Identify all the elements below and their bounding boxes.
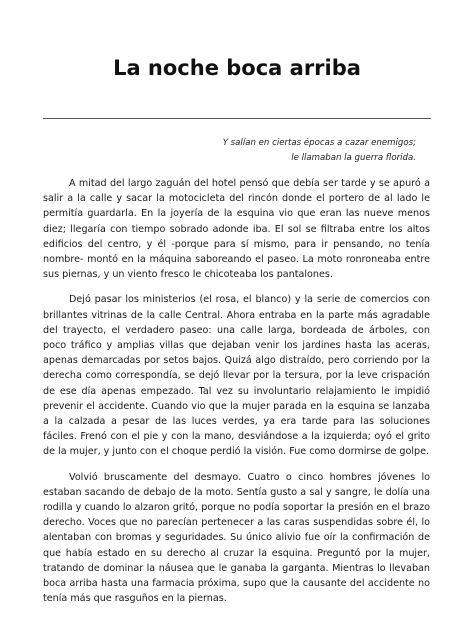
paragraph-2: Dejó pasar los ministerios (el rosa, el blanco) y la serie de comercios con brillantes vitrinas de la calle Central. Ahora entraba en la parte más agradable del trayecto, el verdadero paseo: una calle larga, bordeada de árboles, con poco tráfico y amplias villas que dejaban venir los jardines hasta las aceras, apenas demarcadas por setos bajos. Quizá algo distraído, pero corriendo por la derecha como correspondía, se dejó llevar por la tersura, por la leve crispación de ese día apenas empezado. Tal vez su involuntario relajamiento le impidió prevenir el accidente. Cuando vio que la mujer parada en la esquina se lanzaba a la calzada a pesar de las luces verdes, ya era tarde para las soluciones fáciles. Frenó con el pie y con la mano, desviándose a la izquierda; oyó el grito de la mujer, y junto con el choque perdió la visión. Fue como dormirse de golpe. — [43, 294, 430, 458]
epigraph-line-1: Y salían en ciertas épocas a cazar enemigos; — [222, 138, 416, 148]
title-divider — [43, 118, 431, 119]
epigraph — [223, 136, 416, 166]
body-text — [43, 176, 430, 616]
paragraph-1: A mitad del largo zaguán del hotel pensó que debía ser tarde y se apuró a salir a la calle y sacar la motocicleta del rincón donde el portero de al lado le permitía guardarla. En la joyería de la esquina vio que eran las nueve menos diez; llegaría con tiempo sobrado adonde iba. El sol se filtraba entre los altos edificios del centro, y él -porque para sí mismo, para ir pensando, no tenía nombre- montó en la máquina saboreando el paseo. La moto ronroneaba entre sus piernas, y un viento fresco le chicoteaba los pantalones. — [43, 178, 430, 281]
epigraph-line-2: le llamaban la guerra florida. — [291, 153, 416, 163]
page-title: La noche boca arriba — [113, 56, 361, 80]
paragraph-3: Volvió bruscamente del desmayo. Cuatro o cinco hombres jóvenes lo estaban sacando de debajo de la moto. Sentía gusto a sal y sangre, le dolía una rodilla y cuando lo alzaron gritó, porque no podía soportar la presión en el brazo derecho. Voces que no parecían pertenecer a las caras suspendidas sobre él, lo alentaban con bromas y seguridades. Su único alivio fue oír la confirmación de que había estado en su derecho al cruzar la esquina. Preguntó por la mujer, tratando de dominar la náusea que le ganaba la garganta. Mientras lo llevaban boca arriba hasta una farmacia próxima, supo que la causante del accidente no tenía más que rasguños en la piernas. — [43, 471, 430, 605]
